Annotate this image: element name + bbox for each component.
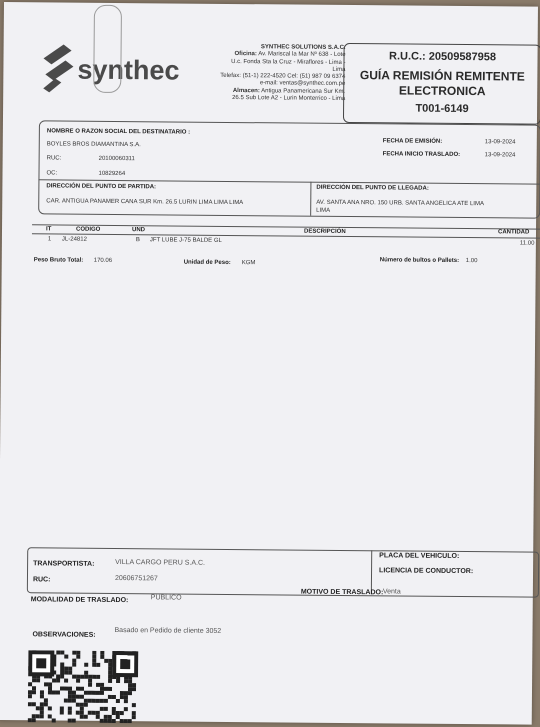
row-codigo: JL-24812 bbox=[61, 236, 87, 243]
modalidad-value: PUBLICO bbox=[150, 594, 182, 602]
licencia-label: LICENCIA DE CONDUCTOR: bbox=[379, 567, 474, 576]
unidad-value: KGM bbox=[241, 260, 256, 267]
oc-value: 10829264 bbox=[98, 170, 126, 178]
synthec-logo-icon bbox=[41, 42, 75, 94]
llegada-value-1: AV. SANTA ANA NRO. 150 URB. SANTA ANGELICA ATE LIMA bbox=[316, 199, 485, 208]
fecha-traslado-value: 13-09-2024 bbox=[484, 152, 516, 159]
items-table bbox=[32, 224, 540, 252]
motivo-label: MOTIVO DE TRASLADO: bbox=[300, 588, 384, 597]
row-und: B bbox=[135, 237, 140, 244]
fecha-emision-label: FECHA DE EMISIÓN: bbox=[382, 138, 443, 145]
doc-title-2: ELECTRONICA bbox=[398, 83, 486, 99]
col-header-it: IT bbox=[45, 226, 52, 233]
doc-number: T001-6149 bbox=[415, 102, 469, 116]
ruc-number: 20509587958 bbox=[428, 50, 497, 64]
recipient-name-value: BOYLES BROS DIAMANTINA S.A. bbox=[46, 141, 141, 149]
almacen-label: Almacen: bbox=[232, 87, 260, 95]
unidad-label: Unidad de Peso: bbox=[183, 259, 231, 266]
ruc-box bbox=[343, 43, 540, 125]
row-it: 1 bbox=[47, 236, 52, 243]
doc-title-1: GUÍA REMISIÓN REMITENTE bbox=[359, 68, 525, 84]
ruc-label: R.U.C.: bbox=[388, 50, 426, 63]
row-cantidad: 11.00 bbox=[519, 240, 535, 247]
company-info bbox=[199, 44, 346, 104]
paperclip-icon bbox=[93, 5, 122, 93]
col-header-codigo: CODIGO bbox=[75, 226, 101, 233]
qr-code-icon bbox=[28, 650, 139, 723]
recipient-ruc-label: RUC: bbox=[46, 155, 62, 162]
observaciones-value: Basado en Pedido de cliente 3052 bbox=[114, 626, 222, 635]
row-descripcion: JFT LUBE J-75 BALDE GL bbox=[149, 237, 222, 244]
partida-value: CAR. ANTIGUA PANAMER CANA SUR Km. 26.5 LURIN LIMA LIMA LIMA bbox=[46, 198, 244, 207]
llegada-label: DIRECCIÓN DEL PUNTO DE LLEGADA: bbox=[316, 184, 429, 192]
llegada-value-2: LIMA bbox=[316, 207, 331, 214]
transportista-label: TRANSPORTISTA: bbox=[33, 560, 95, 568]
oficina-line3: Lima bbox=[332, 66, 346, 73]
transportista-value: VILLA CARGO PERU S.A.C. bbox=[115, 558, 206, 567]
fecha-traslado-label: FECHA INICIO TRASLADO: bbox=[382, 151, 461, 158]
telefax: Telefax: (51-1) 222-4520 Cel: (51) 987 09 6374 bbox=[220, 73, 346, 81]
peso-value: 170.06 bbox=[93, 257, 113, 264]
almacen-line2: 26.5 Sub Lote A2 - Lurin Monterrico - Lima bbox=[232, 95, 346, 103]
oficina-line1: Av. Mariscal la Mar Nº 638 - Lote bbox=[258, 51, 346, 59]
modalidad-label: MODALIDAD DE TRASLADO: bbox=[30, 596, 129, 605]
transport-ruc-label: RUC: bbox=[32, 576, 51, 584]
bultos-value: 1.00 bbox=[465, 258, 478, 265]
transport-ruc-value: 20606751267 bbox=[114, 574, 158, 583]
col-header-cantidad: CANTIDAD bbox=[497, 229, 530, 236]
oficina-line2: U.c. Fonda Sta la Cruz - Miraflores - Lima - bbox=[231, 58, 346, 66]
partida-label: DIRECCIÓN DEL PUNTO DE PARTIDA: bbox=[46, 183, 157, 191]
recipient-ruc-value: 20100060311 bbox=[98, 155, 135, 163]
col-header-descripcion: DESCRIPCIÓN bbox=[303, 228, 346, 235]
oc-label: OC: bbox=[46, 170, 58, 177]
observaciones-label: OBSERVACIONES: bbox=[32, 631, 96, 639]
almacen-line1: Antigua Panamericana Sur Km. bbox=[261, 88, 346, 95]
document-page bbox=[0, 2, 538, 725]
fecha-emision-value: 13-09-2024 bbox=[484, 139, 516, 146]
company-name: SYNTHEC SOLUTIONS S.A.C. bbox=[260, 44, 346, 51]
bultos-label: Número de bultos o Pallets: bbox=[379, 257, 460, 264]
col-header-und: UND bbox=[131, 227, 146, 234]
placa-label: PLACA DEL VEHICULO: bbox=[379, 552, 460, 560]
motivo-value: Venta bbox=[382, 588, 401, 596]
peso-label: Peso Bruto Total: bbox=[33, 257, 84, 264]
table-top-line bbox=[32, 224, 540, 229]
recipient-name-label: NOMBRE O RAZON SOCIAL DEL DESTINATARIO : bbox=[46, 128, 191, 136]
oficina-label: Oficina: bbox=[234, 51, 257, 58]
brand-name: synthec bbox=[77, 54, 180, 86]
company-email: e-mail: ventas@synthec.com.pe bbox=[259, 80, 346, 88]
